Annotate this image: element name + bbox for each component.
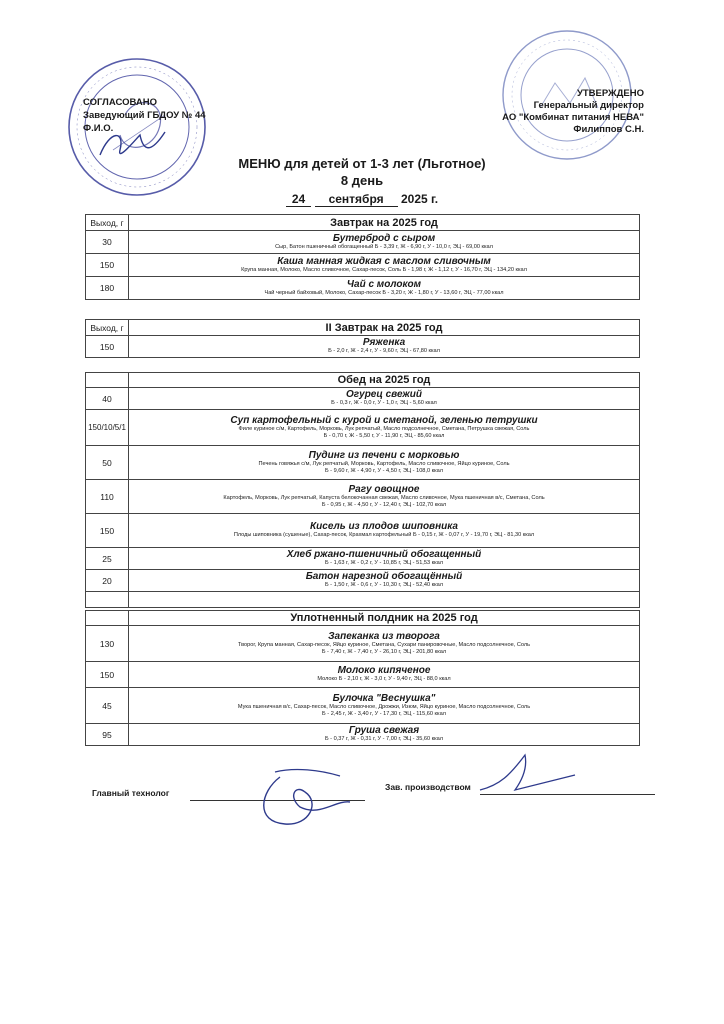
item-output: 50 (86, 446, 129, 480)
item-output: 25 (86, 548, 129, 570)
dish-name: Ряженка (362, 337, 406, 349)
menu-date (0, 192, 724, 207)
dish-composition: Б - 0,37 г, Ж - 0,31 г, У - 7,00 г, ЭЦ - 35,60 ккал (324, 736, 444, 743)
company-name: АО "Комбинат питания НЕВА" (502, 112, 644, 123)
item-output: 30 (86, 231, 129, 254)
section-title-second-breakfast: II Завтрак на 2025 год (129, 320, 640, 336)
production-manager-signature (470, 745, 580, 800)
dish-name: Молоко кипяченое (337, 665, 431, 677)
dish-composition: Чай черный байховый, Молоко, Сахар-песок Б - 3,20 г, Ж - 1,80 г, У - 13,60 г, ЭЦ - 77,00 ккал (264, 289, 504, 296)
item-output: 150 (86, 254, 129, 277)
item-output: 130 (86, 626, 129, 662)
table-row (86, 626, 640, 662)
dish-name: Каша манная жидкая с маслом сливочным (277, 255, 491, 267)
table-row-blank (86, 592, 640, 608)
table-row (86, 514, 640, 548)
item-output: 95 (86, 724, 129, 746)
item-output: 180 (86, 277, 129, 300)
table-row (86, 410, 640, 446)
second-breakfast-table (85, 319, 640, 358)
output-column-header: Выход, г (86, 320, 129, 336)
dish-name: Кисель из плодов шиповника (310, 521, 458, 533)
item-output: 40 (86, 388, 129, 410)
head-fio: Ф.И.О. (83, 123, 114, 134)
item-output: 150/10/5/1 (86, 410, 129, 446)
dish-composition: Молоко Б - 2,10 г, Ж - 3,0 г, У - 9,40 г, ЭЦ - 88,0 ккал (317, 676, 451, 683)
dish-name: Хлеб ржано-пшеничный обогащенный (286, 549, 482, 561)
date-month: сентября (315, 192, 398, 207)
dish-composition: Б - 0,3 г, Ж - 0,0 г, У - 1,0 г, ЭЦ - 5,60 ккал (331, 400, 437, 407)
director-name: Филиппов С.Н. (573, 124, 644, 135)
section-title-breakfast: Завтрак на 2025 год (129, 215, 640, 231)
item-output: 150 (86, 662, 129, 688)
table-row (86, 231, 640, 254)
approval-block-left (83, 96, 206, 135)
menu-day: 8 день (340, 173, 384, 188)
section-title-snack: Уплотненный полдник на 2025 год (129, 611, 640, 626)
agreed-label: СОГЛАСОВАНО (83, 97, 157, 108)
table-row (86, 688, 640, 724)
dish-nutrition: Б - 7,40 г, Ж - 7,40 г, У - 26,10 г, ЭЦ - 201,80 ккал (321, 649, 447, 655)
date-year: 2025 г. (400, 192, 439, 206)
dish-name: Огурец свежий (346, 389, 422, 401)
item-output: 20 (86, 570, 129, 592)
approved-label: УТВЕРЖДЕНО (576, 88, 644, 99)
dish-name: Запеканка из творога (328, 630, 440, 642)
table-row (86, 724, 640, 746)
dish-name: Батон нарезной обогащённый (305, 571, 463, 583)
date-day: 24 (286, 192, 311, 207)
dish-name: Булочка "Веснушка" (332, 692, 436, 704)
item-output: 110 (86, 480, 129, 514)
dish-nutrition: Б - 0,70 г, Ж - 5,50 г, У - 11,90 г, ЭЦ - 85,60 ккал (323, 433, 445, 439)
table-row (86, 254, 640, 277)
dish-composition: Картофель, Морковь, Лук репчатый, Капуста белокочанная свежая, Масло сливочное, Мука пшеничная в/с, Сметана, Соль (223, 494, 545, 501)
dish-nutrition: Б - 0,95 г, Ж - 4,50 г, У - 12,40 г, ЭЦ - 102,70 ккал (321, 502, 447, 508)
approval-block-right (502, 88, 644, 136)
chief-technologist-label: Главный технолог (92, 788, 170, 798)
dish-composition: Сыр, Батон пшеничный обогащенный Б - 3,39 г, Ж - 6,90 г, У - 10,0 г, ЭЦ - 69,00 ккал (275, 243, 493, 250)
table-row (86, 480, 640, 514)
item-output: 150 (86, 336, 129, 358)
dish-composition: Б - 1,50 г, Ж - 0,6 г, У - 10,30 г, ЭЦ - 52,40 ккал (324, 582, 444, 589)
item-output: 45 (86, 688, 129, 724)
dish-name: Груша свежая (348, 725, 420, 737)
output-column-header: Выход, г (86, 215, 129, 231)
table-row (86, 277, 640, 300)
table-row (86, 570, 640, 592)
dish-name: Бутерброд с сыром (332, 232, 436, 244)
section-title-lunch: Обед на 2025 год (129, 373, 640, 388)
table-row (86, 336, 640, 358)
dish-composition: Филе куриное с/м, Картофель, Морковь, Лук репчатый, Масло подсолнечное, Сметана, Петрушка свежая, Соль (238, 425, 530, 432)
item-output: 150 (86, 514, 129, 548)
head-position: Заведующий ГБДОУ № 44 (83, 110, 206, 121)
dish-composition: Плоды шиповника (сушеные), Сахар-песок, Крахмал картофельный Б - 0,15 г, Ж - 0,07 г, У - 19,70 г, ЭЦ - 81,30 ккал (233, 532, 535, 539)
table-row (86, 388, 640, 410)
breakfast-table (85, 214, 640, 300)
dish-name: Рагу овощное (348, 483, 420, 495)
dish-name: Пудинг из печени с морковью (308, 449, 460, 461)
table-row (86, 662, 640, 688)
dish-name: Чай с молоком (346, 278, 422, 290)
snack-table (85, 610, 640, 746)
dish-composition: Печень говяжья с/м, Лук репчатый, Морковь, Картофель, Масло сливочное, Яйцо куриное, Соль (258, 460, 510, 467)
dish-name: Суп картофельный с курой и сметаной, зеленью петрушки (230, 414, 538, 426)
menu-title (0, 155, 724, 189)
director-position: Генеральный директор (533, 100, 644, 111)
menu-title-line: МЕНЮ для детей от 1-3 лет (Льготное) (238, 156, 486, 171)
dish-composition: Мука пшеничная в/с, Сахар-песок, Масло сливочное, Дрожжи, Изюм, Яйцо куриное, Масло подсолнечное, Соль (237, 703, 531, 710)
dish-nutrition: Б - 9,60 г, Ж - 4,90 г, У - 4,50 г, ЭЦ - 108,0 ккал (324, 468, 444, 474)
production-manager-label: Зав. производством (385, 782, 471, 792)
chief-technologist-signature (250, 762, 360, 837)
dish-nutrition: Б - 2,45 г, Ж - 3,40 г, У - 17,30 г, ЭЦ - 115,60 ккал (322, 711, 446, 717)
dish-composition: Б - 1,63 г, Ж - 0,2 г, У - 10,85 г, ЭЦ - 51,53 ккал (324, 560, 444, 567)
dish-composition: Б - 2,0 г, Ж - 2,4 г, У - 9,60 г, ЭЦ - 67,80 ккал (328, 348, 440, 355)
dish-composition: Творог, Крупа манная, Сахар-песок, Яйцо куриное, Сметана, Сухари панировочные, Масло подсолнечное, Соль (237, 641, 531, 648)
table-row (86, 548, 640, 570)
table-row (86, 446, 640, 480)
dish-composition: Крупа манная, Молоко, Масло сливочное, Сахар-песок, Соль Б - 1,98 г, Ж - 1,12 г, У - 16,70 г, ЭЦ - 134,20 ккал (241, 266, 527, 273)
lunch-table (85, 372, 640, 608)
